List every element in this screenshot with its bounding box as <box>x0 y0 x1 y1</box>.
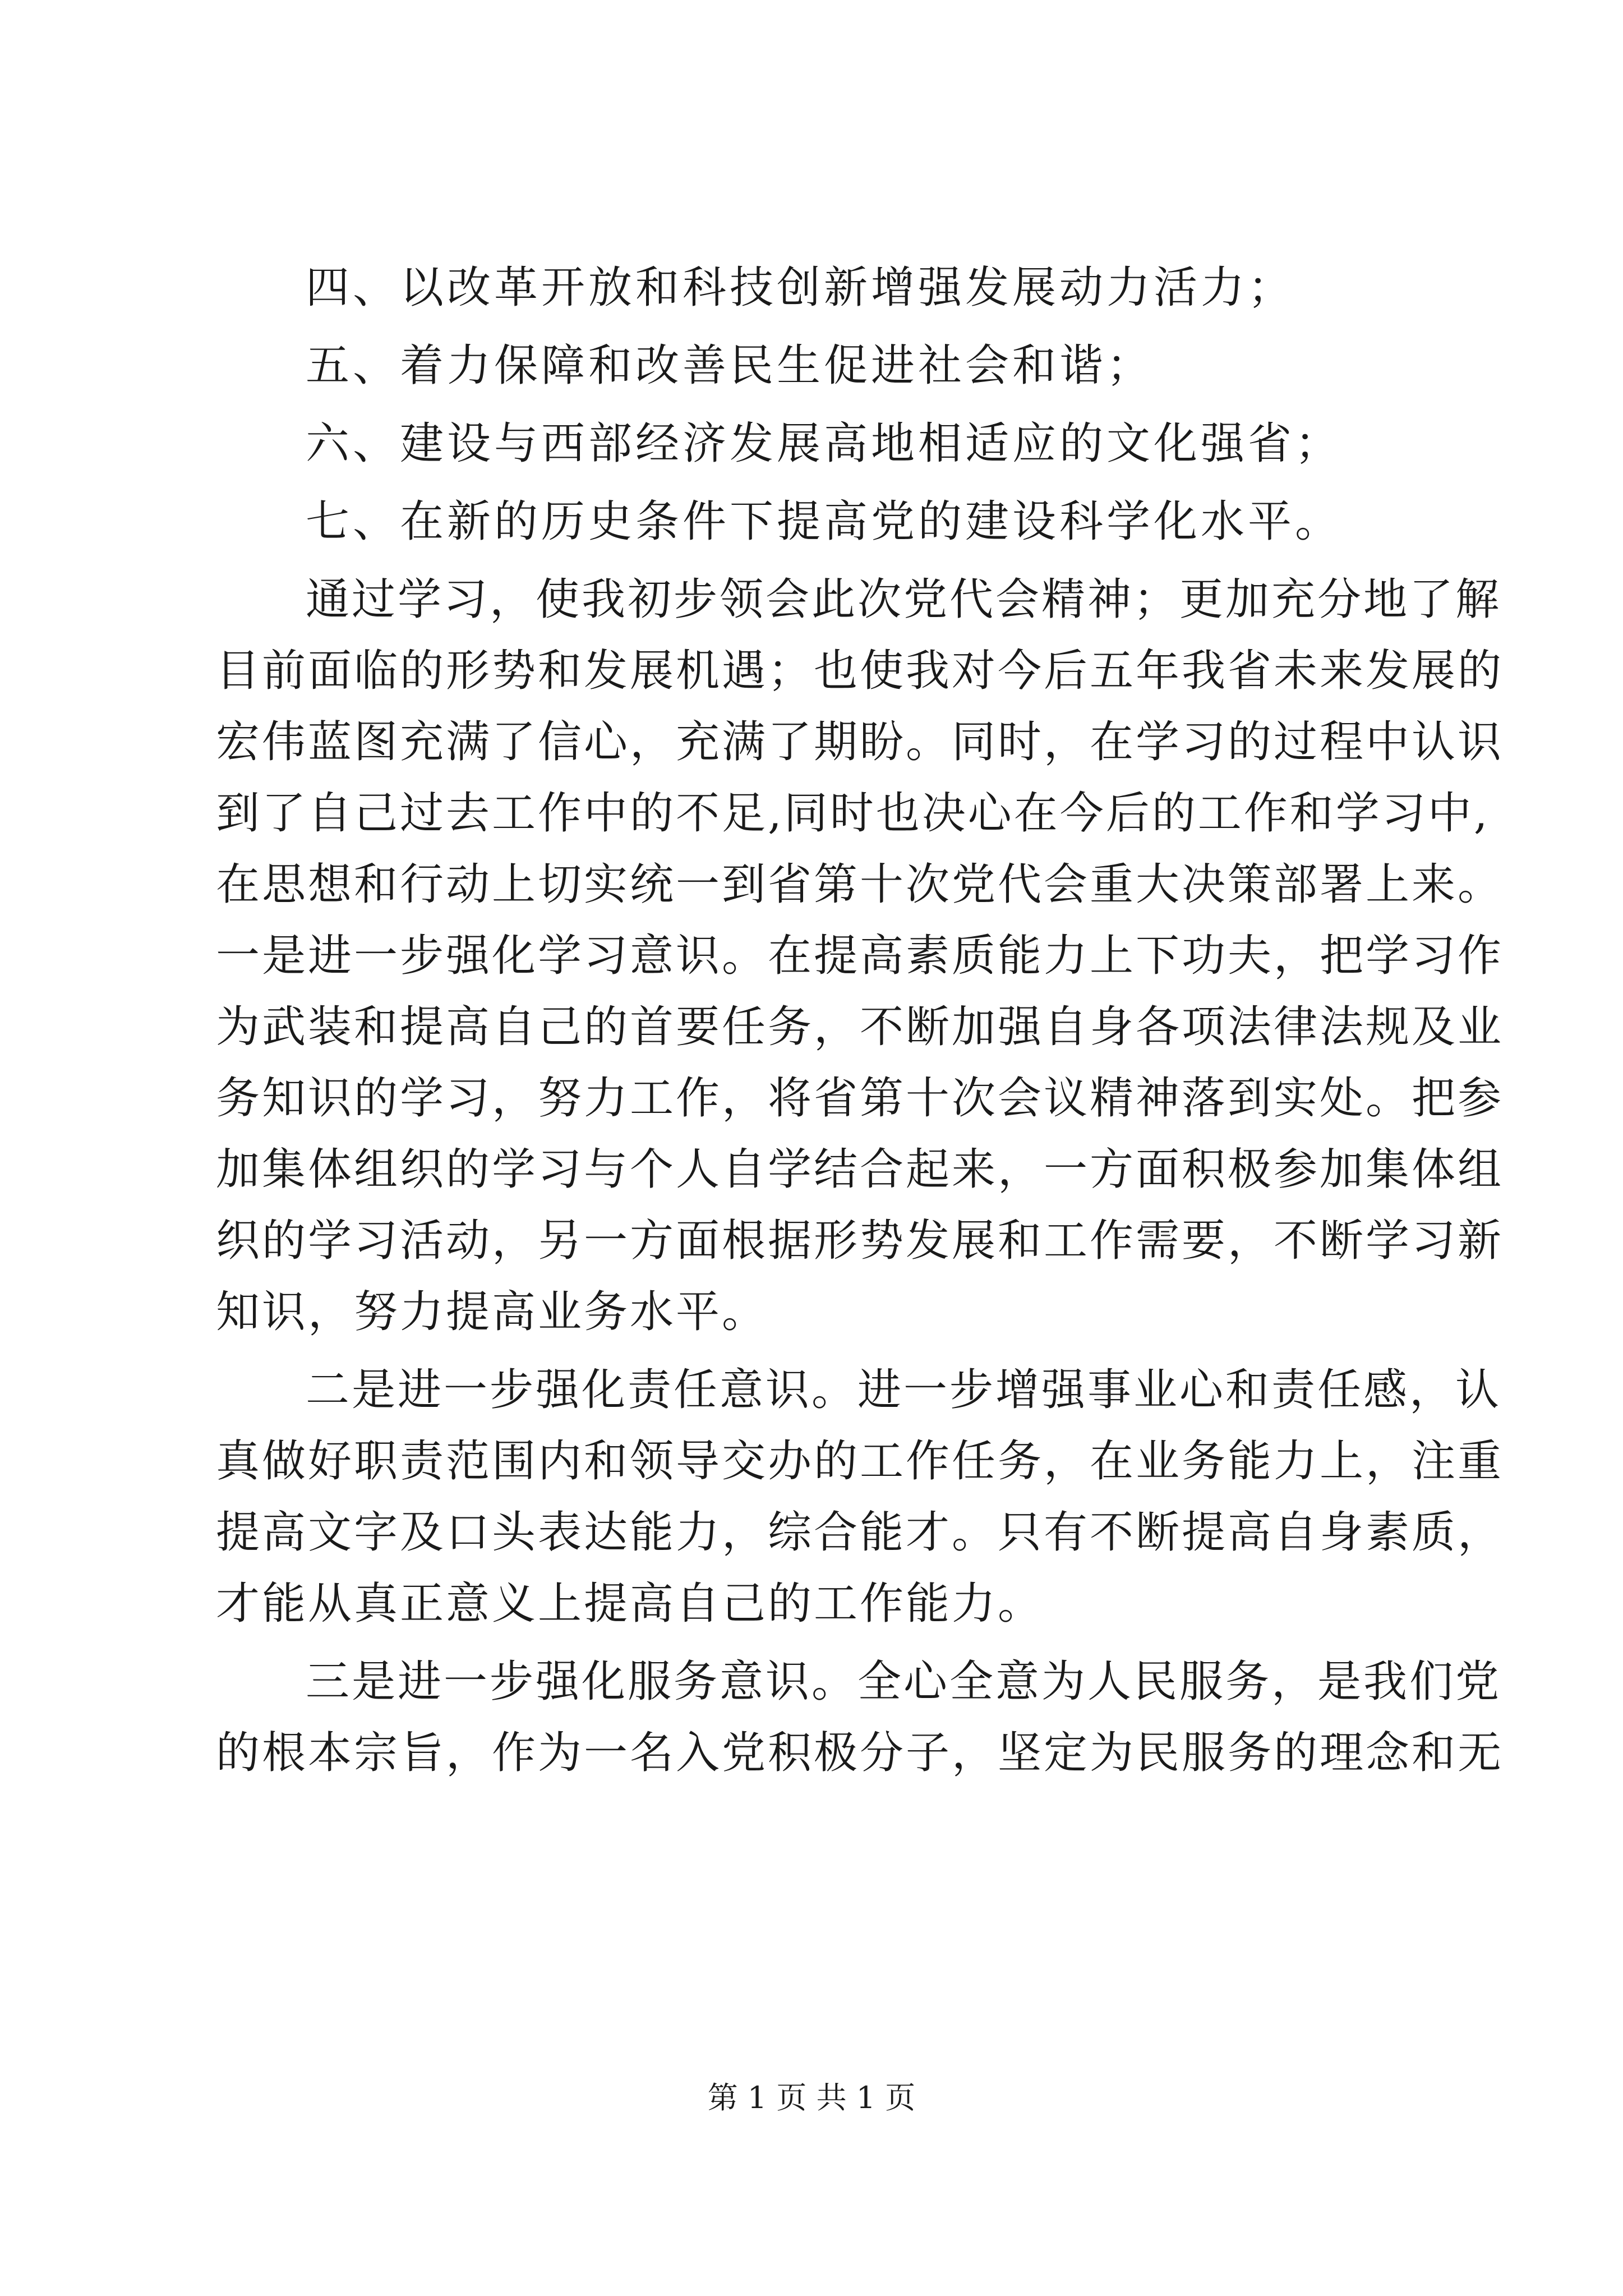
paragraph-line: 加集体组织的学习与个人自学结合起来，一方面积极参加集体组 <box>216 1144 1504 1195</box>
page-number-footer: 第 1 页 共 1 页 <box>707 2080 916 2115</box>
paragraph-line: 三是进一步强化服务意识。全心全意为人民服务，是我们党 <box>306 1657 1502 1707</box>
paragraph-line: 目前面临的形势和发展机遇；也使我对今后五年我省未来发展的 <box>216 646 1504 696</box>
paragraph-responsibility <box>216 1355 1504 1640</box>
paragraph-line: 的根本宗旨，作为一名入党积极分子，坚定为民服务的理念和无 <box>216 1728 1504 1778</box>
paragraph-line: 到了自己过去工作中的不足,同时也决心在今后的工作和学习中, <box>216 788 1490 839</box>
paragraph-line: 提高文字及口头表达能力，综合能才。只有不断提高自身素质， <box>216 1507 1504 1558</box>
paragraph-service <box>216 1646 1504 1789</box>
paragraph-line: 宏伟蓝图充满了信心，充满了期盼。同时，在学习的过程中认识 <box>216 717 1504 767</box>
paragraph-line: 才能从真正意义上提高自己的工作能力。 <box>216 1579 1044 1629</box>
paragraph-line: 务知识的学习，努力工作，将省第十次会议精神落到实处。把参 <box>216 1073 1504 1124</box>
list-item: 六、建设与西部经济发展高地相适应的文化强省； <box>306 418 1343 469</box>
paragraph-line: 为武装和提高自己的首要任务，不断加强自身各项法律法规及业 <box>216 1002 1504 1052</box>
paragraph-line: 通过学习，使我初步领会此次党代会精神；更加充分地了解 <box>306 574 1502 625</box>
document-body <box>216 252 1504 1789</box>
list-item: 五、着力保障和改善民生促进社会和谐； <box>306 341 1154 391</box>
paragraph-line: 在思想和行动上切实统一到省第十次党代会重大决策部署上来。 <box>216 859 1504 910</box>
paragraph-learning <box>216 564 1504 1348</box>
list-item: 七、在新的历史条件下提高党的建设科学化水平。 <box>306 496 1343 547</box>
paragraph-line: 织的学习活动，另一方面根据形势发展和工作需要，不断学习新 <box>216 1216 1504 1266</box>
paragraph-line: 一是进一步强化学习意识。在提高素质能力上下功夫，把学习作 <box>216 931 1504 981</box>
list-item: 四、以改革开放和科技创新增强发展动力活力； <box>306 263 1295 313</box>
paragraph-line: 真做好职责范围内和领导交办的工作任务，在业务能力上，注重 <box>216 1436 1504 1487</box>
paragraph-line: 二是进一步强化责任意识。进一步增强事业心和责任感，认 <box>306 1365 1502 1415</box>
paragraph-line: 知识，努力提高业务水平。 <box>216 1287 768 1337</box>
